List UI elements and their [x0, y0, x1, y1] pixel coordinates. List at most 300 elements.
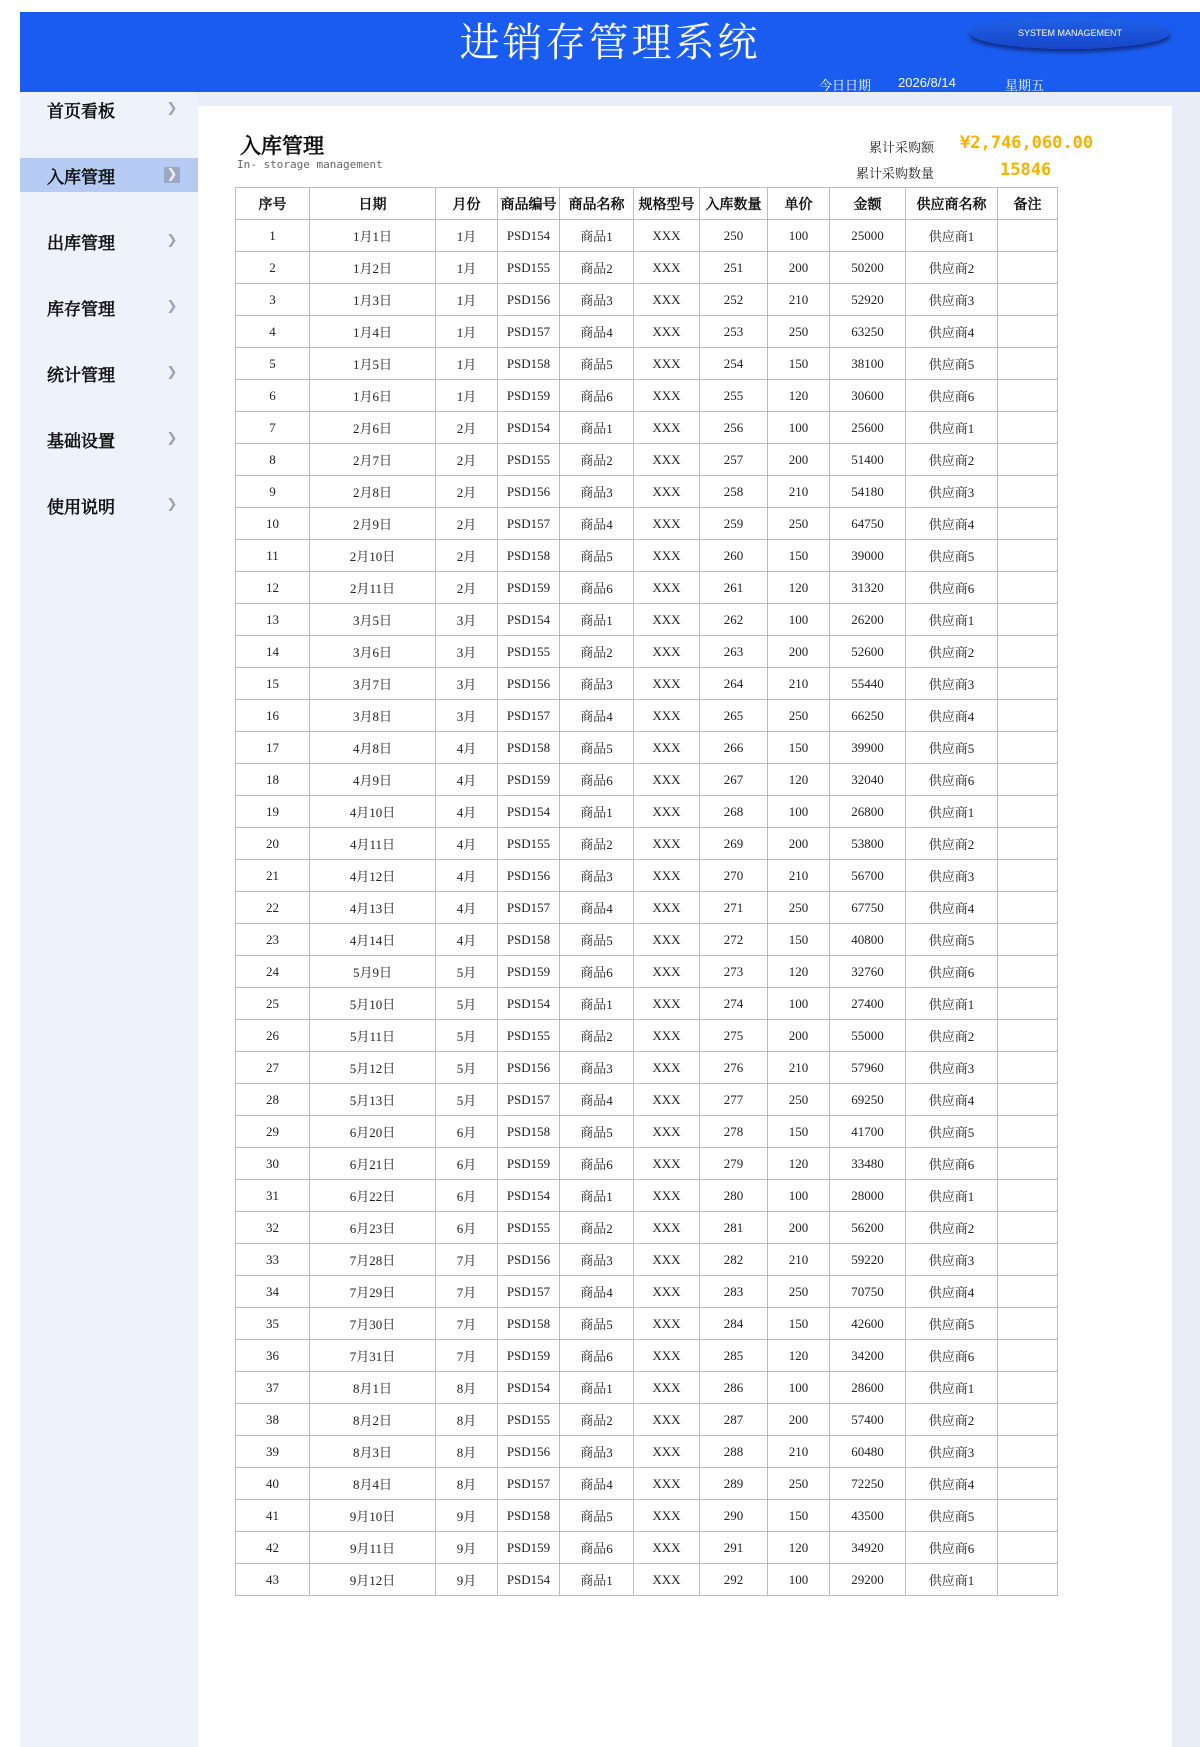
sidebar-item-label: 库存管理: [47, 299, 115, 320]
col-product-code-cell: PSD154: [498, 604, 560, 636]
col-amount-cell: 39000: [830, 540, 906, 572]
col-remark-cell: [998, 220, 1058, 252]
chevron-right-icon: ❯: [166, 365, 178, 380]
col-amount-cell: 55440: [830, 668, 906, 700]
col-spec-cell: XXX: [634, 1468, 700, 1500]
table-row[interactable]: [236, 476, 1058, 508]
col-spec-cell: XXX: [634, 764, 700, 796]
col-product-code-cell: PSD154: [498, 1564, 560, 1596]
chevron-right-icon: ❯: [166, 431, 178, 446]
table-row[interactable]: [236, 796, 1058, 828]
col-spec-cell: XXX: [634, 252, 700, 284]
col-product-code-cell: PSD159: [498, 1148, 560, 1180]
col-index-cell: 22: [236, 892, 310, 924]
col-remark-cell: [998, 1404, 1058, 1436]
col-month-cell: 2月: [436, 476, 498, 508]
col-date-cell: 7月30日: [310, 1308, 436, 1340]
sidebar-item-instructions[interactable]: [20, 488, 198, 522]
col-product-name-cell: 商品2: [560, 1212, 634, 1244]
col-product-code-cell: PSD157: [498, 508, 560, 540]
table-row[interactable]: [236, 956, 1058, 988]
col-product-code-cell: PSD156: [498, 1052, 560, 1084]
page-title: 入库管理: [240, 133, 324, 158]
col-quantity-cell: 273: [700, 956, 768, 988]
col-quantity-cell: 254: [700, 348, 768, 380]
col-spec-cell: XXX: [634, 668, 700, 700]
col-date-cell: 5月12日: [310, 1052, 436, 1084]
col-remark-cell: [998, 540, 1058, 572]
col-remark-cell: [998, 1244, 1058, 1276]
table-row[interactable]: [236, 892, 1058, 924]
table-row[interactable]: [236, 1084, 1058, 1116]
col-unit-price-cell: 150: [768, 924, 830, 956]
col-date-cell: 2月9日: [310, 508, 436, 540]
col-unit-price-cell: 100: [768, 988, 830, 1020]
col-index-cell: 28: [236, 1084, 310, 1116]
col-amount-cell: 66250: [830, 700, 906, 732]
col-quantity-cell: 275: [700, 1020, 768, 1052]
table-row[interactable]: [236, 1564, 1058, 1596]
col-spec-cell: XXX: [634, 1116, 700, 1148]
table-row[interactable]: [236, 924, 1058, 956]
col-index-cell: 20: [236, 828, 310, 860]
col-month-cell: 4月: [436, 924, 498, 956]
col-date-cell: 4月10日: [310, 796, 436, 828]
col-product-code-header: 商品编号: [498, 188, 560, 220]
col-amount-cell: 27400: [830, 988, 906, 1020]
col-amount-cell: 57400: [830, 1404, 906, 1436]
col-quantity-cell: 268: [700, 796, 768, 828]
table-row[interactable]: [236, 636, 1058, 668]
sidebar-item-label: 基础设置: [47, 431, 115, 452]
col-index-cell: 16: [236, 700, 310, 732]
col-spec-header: 规格型号: [634, 188, 700, 220]
col-date-cell: 9月10日: [310, 1500, 436, 1532]
col-supplier-cell: 供应商3: [906, 476, 998, 508]
col-remark-cell: [998, 1020, 1058, 1052]
col-unit-price-cell: 250: [768, 1468, 830, 1500]
table-row[interactable]: [236, 1052, 1058, 1084]
col-amount-cell: 57960: [830, 1052, 906, 1084]
col-index-cell: 26: [236, 1020, 310, 1052]
col-supplier-cell: 供应商4: [906, 508, 998, 540]
today-date-value: 2026/8/14: [898, 75, 956, 90]
col-month-cell: 8月: [436, 1468, 498, 1500]
col-spec-cell: XXX: [634, 924, 700, 956]
col-month-cell: 5月: [436, 956, 498, 988]
col-quantity-cell: 274: [700, 988, 768, 1020]
table-row[interactable]: [236, 284, 1058, 316]
col-date-cell: 4月8日: [310, 732, 436, 764]
table-row[interactable]: [236, 700, 1058, 732]
col-amount-cell: 34200: [830, 1340, 906, 1372]
col-product-code-cell: PSD154: [498, 988, 560, 1020]
col-quantity-cell: 250: [700, 220, 768, 252]
col-index-cell: 24: [236, 956, 310, 988]
col-product-code-cell: PSD158: [498, 1116, 560, 1148]
table-row[interactable]: [236, 1436, 1058, 1468]
col-product-code-cell: PSD155: [498, 1212, 560, 1244]
col-supplier-cell: 供应商1: [906, 1564, 998, 1596]
col-index-cell: 33: [236, 1244, 310, 1276]
col-amount-cell: 60480: [830, 1436, 906, 1468]
main-content: [198, 106, 1172, 1747]
col-unit-price-cell: 120: [768, 380, 830, 412]
col-spec-cell: XXX: [634, 508, 700, 540]
table-row[interactable]: [236, 604, 1058, 636]
col-spec-cell: XXX: [634, 1436, 700, 1468]
col-index-cell: 23: [236, 924, 310, 956]
col-quantity-cell: 276: [700, 1052, 768, 1084]
col-remark-cell: [998, 1500, 1058, 1532]
col-spec-cell: XXX: [634, 860, 700, 892]
col-month-cell: 8月: [436, 1372, 498, 1404]
col-quantity-cell: 255: [700, 380, 768, 412]
col-month-cell: 5月: [436, 988, 498, 1020]
col-supplier-cell: 供应商6: [906, 1148, 998, 1180]
col-spec-cell: XXX: [634, 380, 700, 412]
col-index-cell: 34: [236, 1276, 310, 1308]
col-month-cell: 6月: [436, 1212, 498, 1244]
col-index-cell: 38: [236, 1404, 310, 1436]
col-spec-cell: XXX: [634, 1276, 700, 1308]
col-amount-cell: 52920: [830, 284, 906, 316]
col-date-cell: 4月12日: [310, 860, 436, 892]
col-amount-cell: 28000: [830, 1180, 906, 1212]
col-supplier-cell: 供应商5: [906, 348, 998, 380]
col-month-cell: 5月: [436, 1084, 498, 1116]
col-spec-cell: XXX: [634, 1052, 700, 1084]
col-index-cell: 42: [236, 1532, 310, 1564]
col-unit-price-cell: 250: [768, 1276, 830, 1308]
col-spec-cell: XXX: [634, 348, 700, 380]
sidebar-item-inbound[interactable]: [20, 158, 198, 192]
col-product-code-cell: PSD154: [498, 1372, 560, 1404]
col-quantity-cell: 256: [700, 412, 768, 444]
col-amount-cell: 42600: [830, 1308, 906, 1340]
col-product-code-cell: PSD158: [498, 1308, 560, 1340]
col-month-cell: 1月: [436, 252, 498, 284]
col-quantity-cell: 288: [700, 1436, 768, 1468]
col-product-code-cell: PSD157: [498, 1468, 560, 1500]
table-row[interactable]: [236, 412, 1058, 444]
col-date-cell: 3月8日: [310, 700, 436, 732]
col-product-code-cell: PSD155: [498, 444, 560, 476]
col-unit-price-cell: 200: [768, 444, 830, 476]
col-product-code-cell: PSD156: [498, 668, 560, 700]
col-product-name-cell: 商品2: [560, 636, 634, 668]
col-quantity-cell: 272: [700, 924, 768, 956]
col-supplier-cell: 供应商1: [906, 1372, 998, 1404]
col-product-name-cell: 商品3: [560, 1436, 634, 1468]
table-row[interactable]: [236, 1148, 1058, 1180]
col-remark-cell: [998, 1148, 1058, 1180]
sidebar-item-label: 统计管理: [47, 365, 115, 386]
col-month-cell: 8月: [436, 1436, 498, 1468]
col-spec-cell: XXX: [634, 700, 700, 732]
col-remark-cell: [998, 988, 1058, 1020]
col-index-cell: 8: [236, 444, 310, 476]
col-month-cell: 4月: [436, 764, 498, 796]
col-spec-cell: XXX: [634, 828, 700, 860]
col-unit-price-cell: 200: [768, 828, 830, 860]
col-spec-cell: XXX: [634, 540, 700, 572]
col-index-cell: 19: [236, 796, 310, 828]
col-supplier-cell: 供应商1: [906, 412, 998, 444]
col-remark-cell: [998, 412, 1058, 444]
col-quantity-cell: 262: [700, 604, 768, 636]
col-amount-cell: 51400: [830, 444, 906, 476]
col-month-cell: 3月: [436, 700, 498, 732]
table-row[interactable]: [236, 828, 1058, 860]
col-quantity-header: 入库数量: [700, 188, 768, 220]
col-remark-cell: [998, 284, 1058, 316]
col-amount-cell: 63250: [830, 316, 906, 348]
col-product-code-cell: PSD158: [498, 732, 560, 764]
col-unit-price-cell: 250: [768, 700, 830, 732]
col-index-cell: 37: [236, 1372, 310, 1404]
app-header: [20, 12, 1200, 92]
col-month-cell: 1月: [436, 316, 498, 348]
col-quantity-cell: 289: [700, 1468, 768, 1500]
col-supplier-cell: 供应商4: [906, 1084, 998, 1116]
col-index-cell: 32: [236, 1212, 310, 1244]
col-product-name-cell: 商品6: [560, 764, 634, 796]
col-product-code-cell: PSD157: [498, 892, 560, 924]
col-unit-price-cell: 100: [768, 796, 830, 828]
col-product-name-cell: 商品5: [560, 348, 634, 380]
col-month-cell: 6月: [436, 1116, 498, 1148]
table-row[interactable]: [236, 1212, 1058, 1244]
col-product-name-cell: 商品1: [560, 1372, 634, 1404]
col-unit-price-cell: 150: [768, 732, 830, 764]
col-index-cell: 14: [236, 636, 310, 668]
col-amount-cell: 28600: [830, 1372, 906, 1404]
table-row[interactable]: [236, 220, 1058, 252]
col-quantity-cell: 251: [700, 252, 768, 284]
col-index-cell: 1: [236, 220, 310, 252]
col-quantity-cell: 291: [700, 1532, 768, 1564]
table-row[interactable]: [236, 1180, 1058, 1212]
page-subtitle: In- storage management: [237, 158, 383, 171]
col-month-cell: 7月: [436, 1308, 498, 1340]
col-unit-price-cell: 150: [768, 348, 830, 380]
col-product-code-cell: PSD159: [498, 1340, 560, 1372]
col-month-cell: 5月: [436, 1020, 498, 1052]
table-row[interactable]: [236, 1308, 1058, 1340]
col-product-code-cell: PSD157: [498, 1084, 560, 1116]
col-spec-cell: XXX: [634, 1564, 700, 1596]
col-month-cell: 7月: [436, 1276, 498, 1308]
col-unit-price-cell: 150: [768, 1500, 830, 1532]
col-quantity-cell: 266: [700, 732, 768, 764]
sidebar-item-dashboard[interactable]: [20, 92, 198, 126]
table-row[interactable]: [236, 1372, 1058, 1404]
col-month-cell: 5月: [436, 1052, 498, 1084]
table-row[interactable]: [236, 988, 1058, 1020]
col-remark-cell: [998, 1468, 1058, 1500]
table-row[interactable]: [236, 1340, 1058, 1372]
table-row[interactable]: [236, 1404, 1058, 1436]
sidebar-item-settings[interactable]: [20, 422, 198, 456]
col-unit-price-cell: 210: [768, 1436, 830, 1468]
table-row[interactable]: [236, 1532, 1058, 1564]
col-unit-price-cell: 250: [768, 508, 830, 540]
col-index-cell: 9: [236, 476, 310, 508]
col-amount-cell: 25600: [830, 412, 906, 444]
table-row[interactable]: [236, 1468, 1058, 1500]
table-row[interactable]: [236, 732, 1058, 764]
table-row[interactable]: [236, 380, 1058, 412]
table-row[interactable]: [236, 252, 1058, 284]
col-supplier-cell: 供应商1: [906, 988, 998, 1020]
col-spec-cell: XXX: [634, 1340, 700, 1372]
col-supplier-cell: 供应商2: [906, 252, 998, 284]
col-index-cell: 6: [236, 380, 310, 412]
col-quantity-cell: 285: [700, 1340, 768, 1372]
col-index-cell: 4: [236, 316, 310, 348]
col-product-code-cell: PSD156: [498, 1244, 560, 1276]
col-month-cell: 4月: [436, 796, 498, 828]
col-quantity-cell: 277: [700, 1084, 768, 1116]
col-date-cell: 3月7日: [310, 668, 436, 700]
sidebar-item-outbound[interactable]: [20, 224, 198, 258]
col-date-cell: 4月9日: [310, 764, 436, 796]
col-unit-price-cell: 250: [768, 1084, 830, 1116]
table-row[interactable]: [236, 508, 1058, 540]
table-row[interactable]: [236, 1116, 1058, 1148]
col-quantity-cell: 292: [700, 1564, 768, 1596]
col-date-cell: 4月14日: [310, 924, 436, 956]
table-row[interactable]: [236, 1244, 1058, 1276]
col-amount-cell: 50200: [830, 252, 906, 284]
col-month-cell: 3月: [436, 604, 498, 636]
sidebar-item-label: 首页看板: [47, 101, 115, 122]
col-amount-cell: 40800: [830, 924, 906, 956]
chevron-right-icon: ❯: [166, 497, 178, 512]
table-row[interactable]: [236, 764, 1058, 796]
col-spec-cell: XXX: [634, 1020, 700, 1052]
col-unit-price-cell: 210: [768, 1244, 830, 1276]
table-row[interactable]: [236, 316, 1058, 348]
col-unit-price-cell: 100: [768, 1564, 830, 1596]
col-supplier-cell: 供应商5: [906, 1500, 998, 1532]
col-spec-cell: XXX: [634, 1180, 700, 1212]
col-product-code-cell: PSD156: [498, 284, 560, 316]
col-unit-price-header: 单价: [768, 188, 830, 220]
col-product-code-cell: PSD155: [498, 252, 560, 284]
col-amount-cell: 69250: [830, 1084, 906, 1116]
col-supplier-cell: 供应商3: [906, 1052, 998, 1084]
col-date-cell: 7月29日: [310, 1276, 436, 1308]
col-month-cell: 7月: [436, 1244, 498, 1276]
col-quantity-cell: 265: [700, 700, 768, 732]
col-product-name-cell: 商品4: [560, 1084, 634, 1116]
col-index-cell: 5: [236, 348, 310, 380]
col-product-name-cell: 商品1: [560, 1564, 634, 1596]
table-row[interactable]: [236, 1500, 1058, 1532]
col-date-cell: 2月6日: [310, 412, 436, 444]
col-remark-cell: [998, 444, 1058, 476]
col-spec-cell: XXX: [634, 1372, 700, 1404]
col-product-name-cell: 商品1: [560, 988, 634, 1020]
col-remark-cell: [998, 1052, 1058, 1084]
col-product-name-cell: 商品2: [560, 828, 634, 860]
table-row[interactable]: [236, 860, 1058, 892]
col-date-cell: 8月4日: [310, 1468, 436, 1500]
chevron-right-icon: ❯: [164, 167, 180, 183]
col-product-name-cell: 商品6: [560, 380, 634, 412]
col-month-cell: 1月: [436, 220, 498, 252]
col-quantity-cell: 259: [700, 508, 768, 540]
col-amount-cell: 34920: [830, 1532, 906, 1564]
col-supplier-cell: 供应商2: [906, 636, 998, 668]
col-month-cell: 2月: [436, 508, 498, 540]
col-spec-cell: XXX: [634, 412, 700, 444]
col-unit-price-cell: 100: [768, 1372, 830, 1404]
table-row[interactable]: [236, 572, 1058, 604]
sidebar-item-label: 入库管理: [47, 167, 115, 188]
col-remark-cell: [998, 860, 1058, 892]
col-spec-cell: XXX: [634, 284, 700, 316]
col-remark-cell: [998, 1308, 1058, 1340]
col-date-cell: 3月6日: [310, 636, 436, 668]
col-product-code-cell: PSD156: [498, 476, 560, 508]
table-row[interactable]: [236, 444, 1058, 476]
col-product-name-cell: 商品1: [560, 220, 634, 252]
col-amount-cell: 32040: [830, 764, 906, 796]
col-remark-cell: [998, 1276, 1058, 1308]
col-product-code-cell: PSD159: [498, 380, 560, 412]
inbound-table: [235, 187, 1058, 1596]
table-row[interactable]: [236, 348, 1058, 380]
table-row[interactable]: [236, 668, 1058, 700]
col-supplier-cell: 供应商5: [906, 732, 998, 764]
col-amount-cell: 56200: [830, 1212, 906, 1244]
col-month-cell: 7月: [436, 1340, 498, 1372]
col-unit-price-cell: 200: [768, 1404, 830, 1436]
col-month-cell: 9月: [436, 1500, 498, 1532]
col-remark-cell: [998, 668, 1058, 700]
col-remark-cell: [998, 604, 1058, 636]
sidebar-item-label: 出库管理: [47, 233, 115, 254]
col-quantity-cell: 257: [700, 444, 768, 476]
col-product-name-cell: 商品6: [560, 956, 634, 988]
table-row[interactable]: [236, 540, 1058, 572]
col-index-cell: 3: [236, 284, 310, 316]
system-management-badge: [970, 17, 1170, 49]
col-index-cell: 43: [236, 1564, 310, 1596]
col-month-cell: 1月: [436, 348, 498, 380]
col-index-cell: 2: [236, 252, 310, 284]
col-product-name-cell: 商品4: [560, 508, 634, 540]
table-row[interactable]: [236, 1276, 1058, 1308]
col-product-code-cell: PSD157: [498, 316, 560, 348]
col-month-cell: 2月: [436, 572, 498, 604]
col-remark-cell: [998, 252, 1058, 284]
col-product-code-cell: PSD154: [498, 796, 560, 828]
sidebar-item-statistics[interactable]: [20, 356, 198, 390]
col-quantity-cell: 280: [700, 1180, 768, 1212]
sidebar-item-inventory[interactable]: [20, 290, 198, 324]
col-unit-price-cell: 100: [768, 412, 830, 444]
col-remark-cell: [998, 1180, 1058, 1212]
col-quantity-cell: 252: [700, 284, 768, 316]
col-month-cell: 4月: [436, 828, 498, 860]
col-quantity-cell: 263: [700, 636, 768, 668]
table-row[interactable]: [236, 1020, 1058, 1052]
col-date-cell: 1月5日: [310, 348, 436, 380]
